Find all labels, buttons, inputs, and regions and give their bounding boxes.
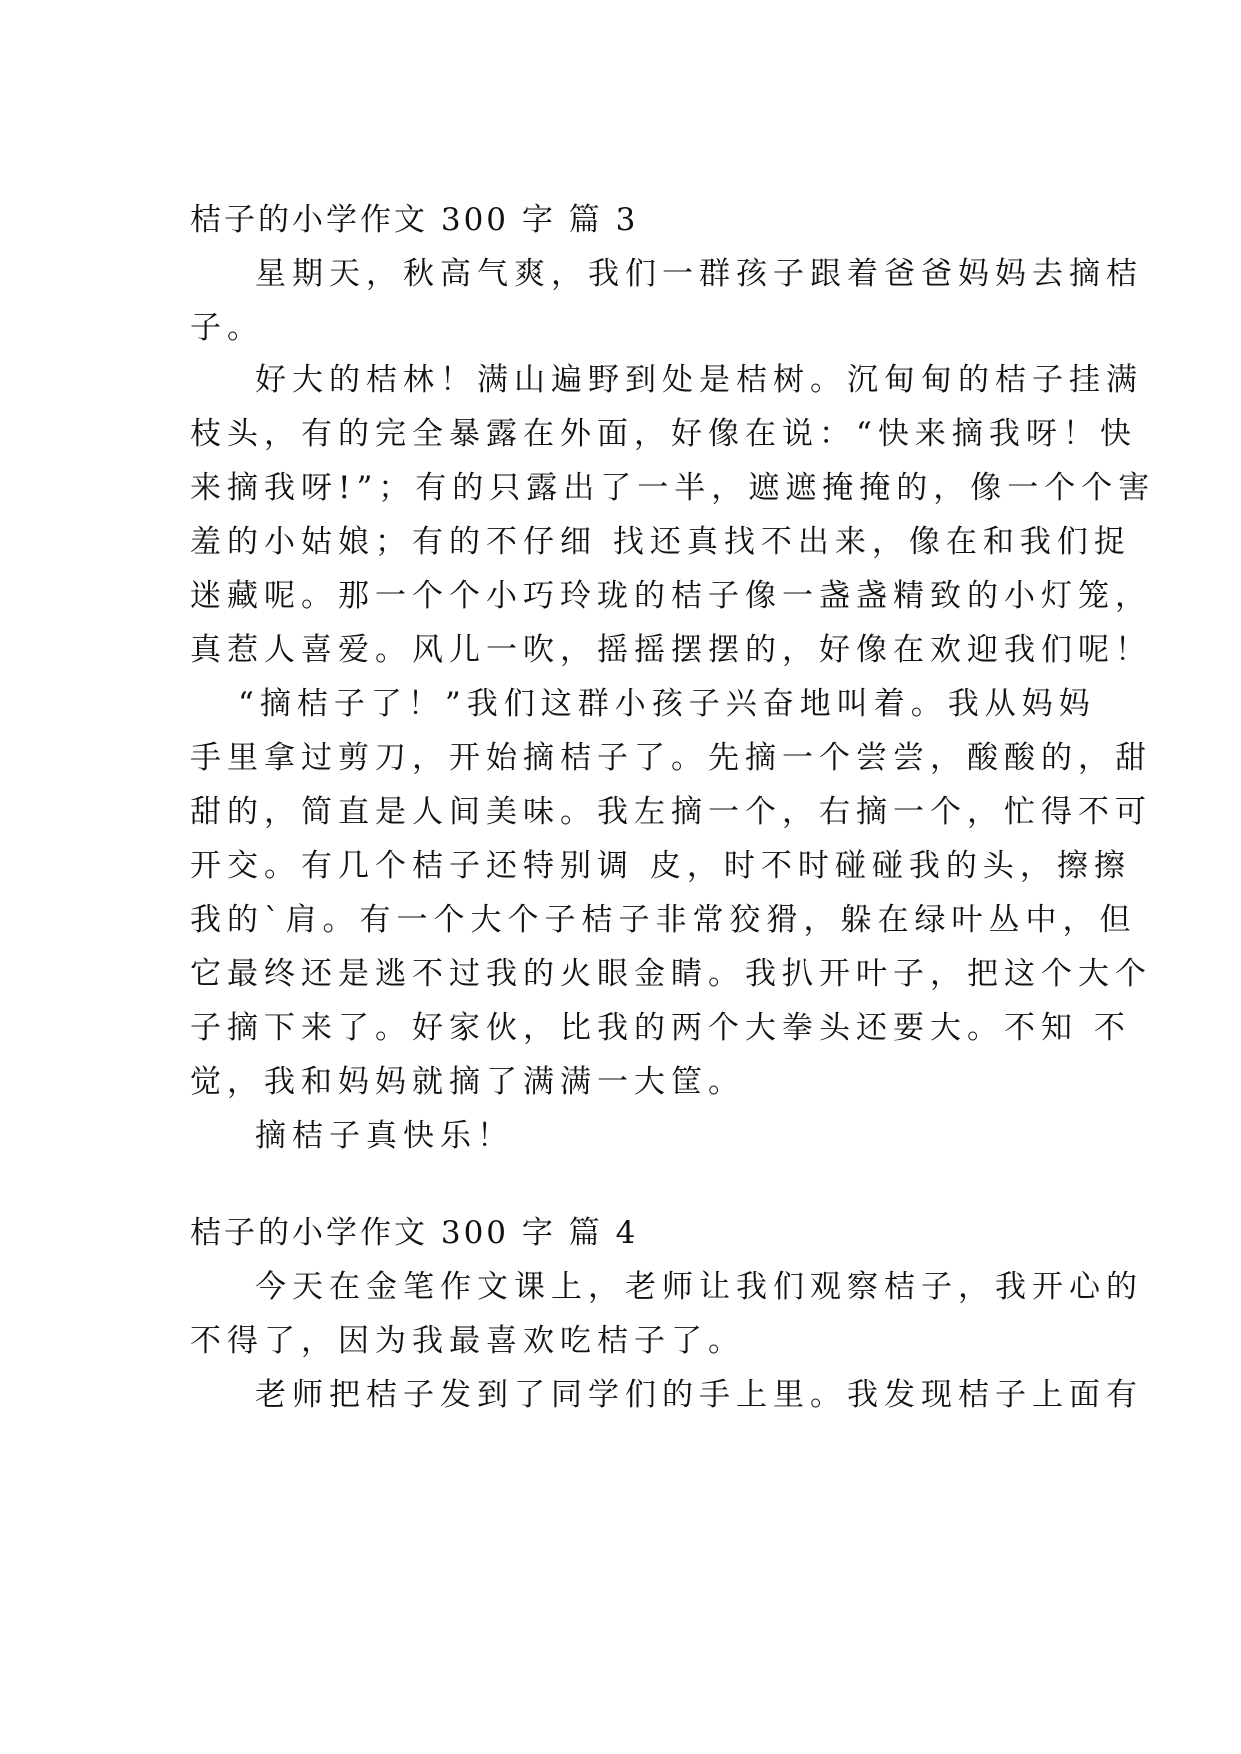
paragraph-line: 子。 [190, 310, 264, 346]
paragraph-line: 来摘我呀!”；有的只露出了一半，遮遮掩掩的，像一个个害 [190, 470, 1156, 506]
section-3-title: 桔子的小学作文 300 字 篇 3 [190, 202, 639, 238]
paragraph-line: “摘桔子了！”我们这群小孩子兴奋地叫着。我从妈妈 [238, 686, 1096, 722]
paragraph-line: 不得了，因为我最喜欢吃桔子了。 [190, 1323, 745, 1359]
paragraph-line: 我的`肩。有一个大个子桔子非常狡猾，躲在绿叶丛中，但 [190, 902, 1137, 938]
paragraph-line: 手里拿过剪刀，开始摘桔子了。先摘一个尝尝，酸酸的，甜 [190, 740, 1152, 776]
paragraph-line: 觉，我和妈妈就摘了满满一大筐。 [190, 1064, 745, 1100]
paragraph-line: 甜的，简直是人间美味。我左摘一个，右摘一个，忙得不可 [190, 794, 1152, 830]
paragraph-line: 星期天，秋高气爽，我们一群孩子跟着爸爸妈妈去摘桔 [255, 256, 1143, 292]
section-4-title: 桔子的小学作文 300 字 篇 4 [190, 1215, 639, 1251]
paragraph-line: 摘桔子真快乐！ [255, 1118, 514, 1154]
paragraph-line: 真惹人喜爱。风儿一吹，摇摇摆摆的，好像在欢迎我们呢！ [190, 632, 1152, 668]
paragraph-line: 今天在金笔作文课上，老师让我们观察桔子，我开心的 [255, 1269, 1143, 1305]
paragraph-line: 子摘下来了。好家伙，比我的两个大拳头还要大。不知 不 [190, 1010, 1131, 1046]
paragraph-line: 迷藏呢。那一个个小巧玲珑的桔子像一盏盏精致的小灯笼， [190, 578, 1152, 614]
paragraph-line: 枝头，有的完全暴露在外面，好像在说：“快来摘我呀！快 [190, 416, 1137, 452]
paragraph-line: 老师把桔子发到了同学们的手上里。我发现桔子上面有 [255, 1377, 1143, 1413]
paragraph-line: 好大的桔林！满山遍野到处是桔树。沉甸甸的桔子挂满 [255, 362, 1143, 398]
paragraph-line: 羞的小姑娘；有的不仔细 找还真找不出来，像在和我们捉 [190, 524, 1131, 560]
paragraph-line: 它最终还是逃不过我的火眼金睛。我扒开叶子，把这个大个 [190, 956, 1152, 992]
paragraph-line: 开交。有几个桔子还特别调 皮，时不时碰碰我的头，擦擦 [190, 848, 1131, 884]
